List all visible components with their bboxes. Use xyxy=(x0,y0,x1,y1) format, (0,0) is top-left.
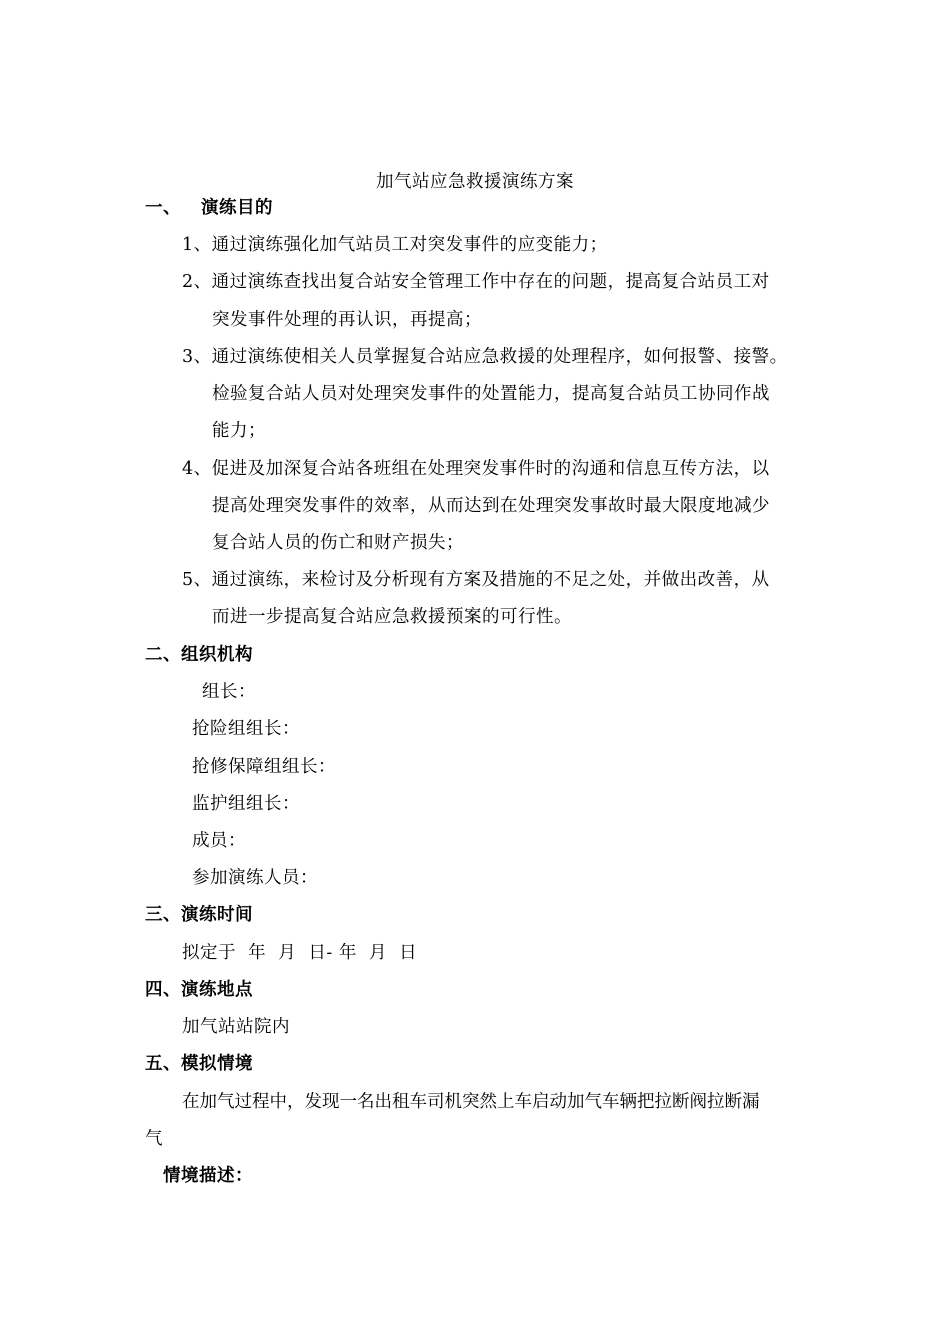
paragraph-line: 提高处理突发事件的效率，从而达到在处理突发事故时最大限度地减少 xyxy=(212,496,770,516)
paragraph-line: 5、通过演练，来检讨及分析现有方案及措施的不足之处，并做出改善，从 xyxy=(182,570,770,590)
paragraph-line: 气 xyxy=(145,1129,163,1149)
org-role-line: 抢险组组长： xyxy=(192,719,300,739)
section-title: 模拟情境 xyxy=(181,1054,253,1074)
drill-date-line: 拟定于 年 月 日- 年 月 日 xyxy=(182,943,418,963)
section-heading-2 xyxy=(145,643,253,667)
section-heading-1 xyxy=(145,196,273,220)
section-number: 三、 xyxy=(145,905,181,925)
paragraph-line: 而进一步提高复合站应急救援预案的可行性。 xyxy=(212,607,572,627)
paragraph-line: 复合站人员的伤亡和财产损失； xyxy=(212,533,464,553)
section-title: 演练目的 xyxy=(201,198,273,218)
org-role-line: 成员： xyxy=(192,831,246,851)
section-number: 二、 xyxy=(145,645,181,665)
org-role-line: 参加演练人员： xyxy=(192,868,318,888)
section-title: 演练时间 xyxy=(181,905,253,925)
section-number: 五、 xyxy=(145,1054,181,1074)
section-heading-4 xyxy=(145,978,253,1002)
org-role-line: 抢修保障组组长： xyxy=(192,757,336,777)
section-heading-3 xyxy=(145,903,253,927)
paragraph-line: 3、通过演练使相关人员掌握复合站应急救援的处理程序，如何报警、接警。 xyxy=(182,347,788,367)
paragraph-line: 1、通过演练强化加气站员工对突发事件的应变能力； xyxy=(182,235,608,255)
paragraph-line: 2、通过演练查找出复合站安全管理工作中存在的问题，提高复合站员工对 xyxy=(182,272,770,292)
section-number: 一、 xyxy=(145,198,181,218)
section-title: 组织机构 xyxy=(181,645,253,665)
scenario-description-heading: 情境描述： xyxy=(163,1166,253,1186)
drill-location-line: 加气站站院内 xyxy=(182,1017,290,1037)
paragraph-line: 在加气过程中，发现一名出租车司机突然上车启动加气车辆把拉断阀拉断漏 xyxy=(182,1092,760,1112)
paragraph-line: 4、促进及加深复合站各班组在处理突发事件时的沟通和信息互传方法，以 xyxy=(182,459,770,479)
section-title: 演练地点 xyxy=(181,980,253,1000)
org-role-line: 组长： xyxy=(202,682,256,702)
document-title: 加气站应急救援演练方案 xyxy=(376,172,574,192)
paragraph-line: 突发事件处理的再认识，再提高； xyxy=(212,310,482,330)
paragraph-line: 能力； xyxy=(212,421,266,441)
paragraph-line: 检验复合站人员对处理突发事件的处置能力，提高复合站员工协同作战 xyxy=(212,384,770,404)
org-role-line: 监护组组长： xyxy=(192,794,300,814)
section-number: 四、 xyxy=(145,980,181,1000)
section-heading-5 xyxy=(145,1052,253,1076)
